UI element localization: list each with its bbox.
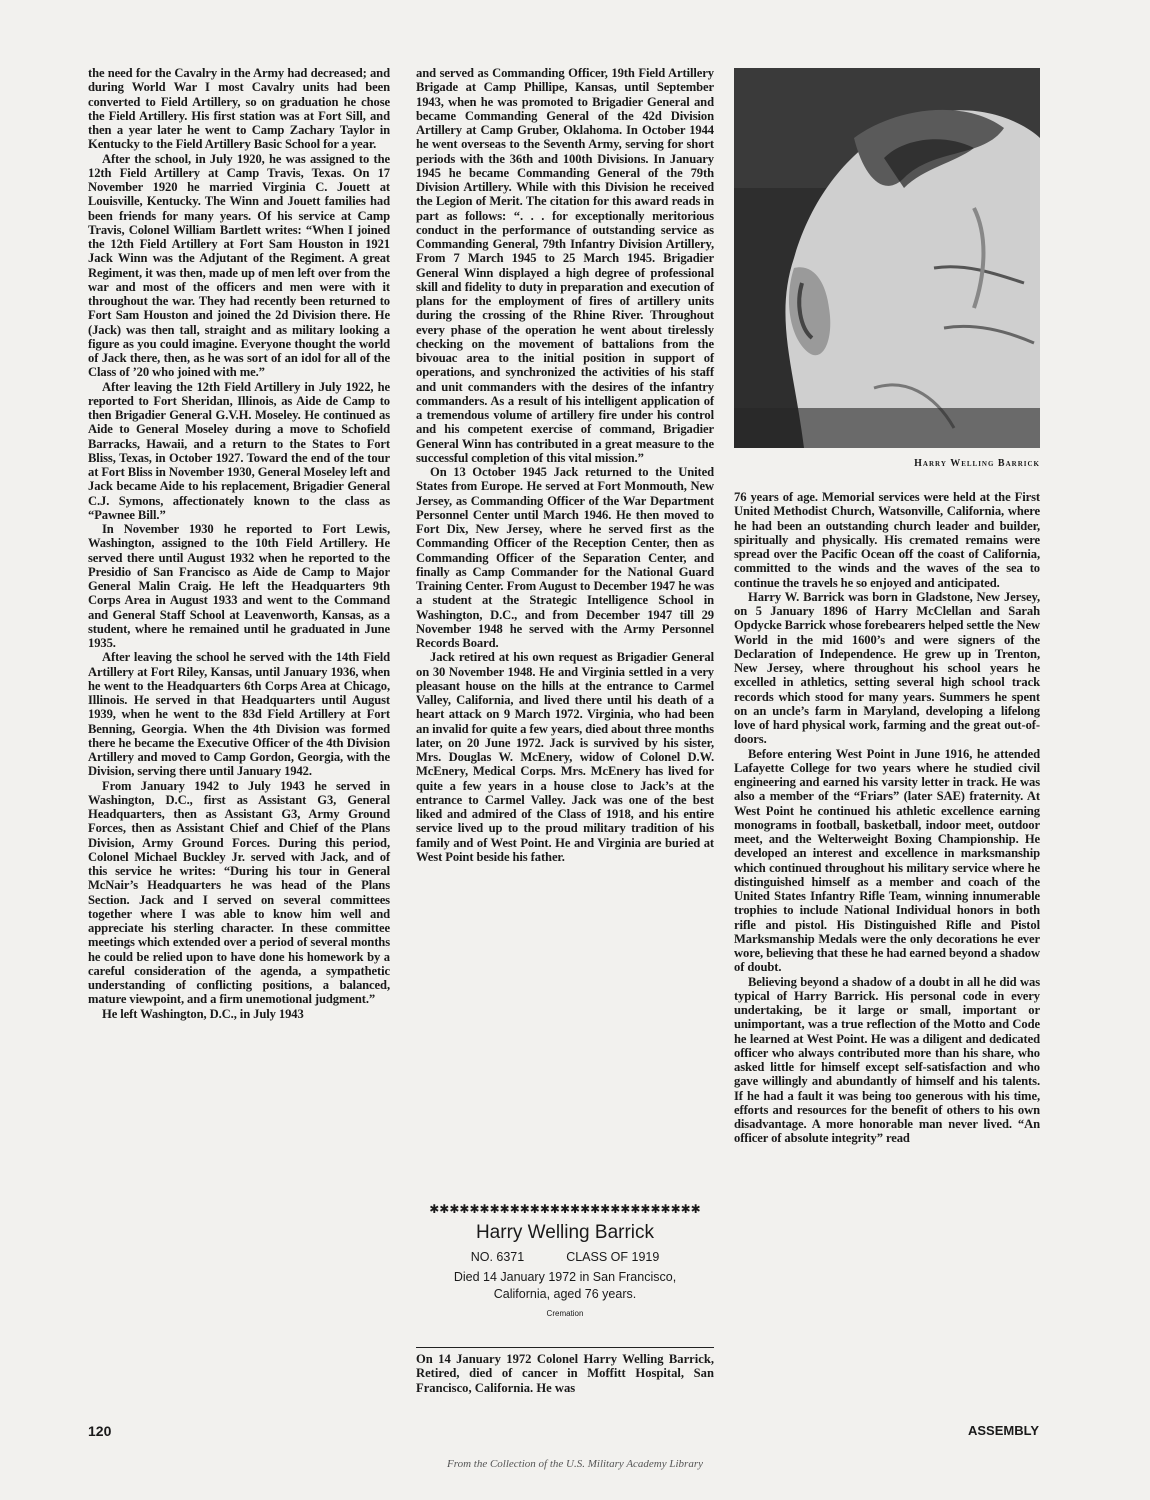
paragraph: On 14 January 1972 Colonel Harry Welling Barrick, Retired, died of cancer in Moffitt Hospital, San Francisco, California. He was [416,1352,714,1395]
section-divider: ✱✱✱✱✱✱✱✱✱✱✱✱✱✱✱✱✱✱✱✱✱✱✱✱✱✱✱ [429,1202,701,1216]
obituary-opening [416,1352,714,1395]
paragraph: Before entering West Point in June 1916, he attended Lafayette College for two years where he studied civil engineering and earned his varsity letter in track. He was also a member of the “Friars” (later SAE) fraternity. At West Point he continued his athletic excellence earning monograms in football, basketball, indoor meet, outdoor meet, and the Welterweight Boxing Championship. He developed an interest and excellence in marksmanship which continued throughout his military service where he distinguished himself as a member and coach of the United States Infantry Rifle Team, winning innumerable trophies to include National Individual honors in both rifle and pistol. His Distinguished Rifle and Pistol Marksmanship Medals were the only decorations he ever wore, believing that these he had earned beyond a shadow of doubt. [734,746,1040,975]
paragraph: Harry W. Barrick was born in Gladstone, New Jersey, on 5 January 1896 of Harry McClellan and Sarah Opdycke Barrick whose forebearers helped settle the New World in the mid 1600’s and were signers of the Declaration of Independence. He grew up in Trenton, New Jersey, where throughout his school years he excelled in athletics, setting several high school track records which stood for many years. Summers he spent on an uncle’s farm in Maryland, developing a lifelong love of hard physical work, farming and the great out-of-doors. [734,589,1040,747]
paragraph: On 13 October 1945 Jack returned to the United States from Europe. He served at Fort Monmouth, New Jersey, as Commanding Officer of the War Department Personnel Center until March 1946. He then moved to Fort Dix, New Jersey, where he served first as the Commanding Officer of the Reception Center, then as Commanding Officer of the Separation Center, and finally as Camp Commander for the National Guard Training Center. From August to December 1947 he was a student at the Strategic Intelligence School in Washington, D.C., and from December 1947 till 29 November 1948 he served with the Army Personnel Records Board. [416,465,714,650]
paragraph: After leaving the 12th Field Artillery in July 1922, he reported to Fort Sheridan, Illinois, as Aide de Camp to then Brigadier General G.V.H. Moseley. He continued as Aide to General Moseley during a move to Schofield Barracks, Hawaii, and a return to the States to Fort Bliss, Texas, in October 1927. Toward the end of the tour at Fort Bliss in November 1930, General Moseley left and Jack became Aide to his replacement, Brigadier General C.J. Symons, affectionately known to the class as “Pawnee Bill.” [88,379,390,522]
interment: Cremation [546,1309,584,1318]
obituary-ids [416,1250,714,1264]
divider-rule [416,1347,714,1348]
page-number: 120 [88,1423,112,1439]
collection-credit: From the Collection of the U.S. Military Academy Library [446,1458,704,1470]
paragraph: In November 1930 he reported to Fort Lewis, Washington, assigned to the 10th Field Artillery. He served there until August 1932 when he reported to the Presidio of San Francisco as Aide de Camp to Major General Malin Craig. He left the Headquarters 9th Corps Area in August 1933 and went to the Command and General Staff School at Leavenworth, Kansas, as a student, where he remained until he graduated in June 1935. [88,522,390,650]
paragraph: the need for the Cavalry in the Army had decreased; and during World War I most Cavalry units had been converted to Field Artillery, so on graduation he chose the Field Artillery. His first station was at Fort Sill, and then a year later he went to Camp Zachary Taylor in Kentucky to the Field Artillery Basic School for a year. [88,66,390,152]
paragraph: From January 1942 to July 1943 he served in Washington, D.C., first as Assistant G3, General Headquarters, then as Assistant G3, Army Ground Forces, then as Assistant Chief and Chief of the Plans Division, Army Ground Forces. During this period, Colonel Michael Buckley Jr. served with Jack, and of this service he writes: “During his tour in General McNair’s Headquarters he was head of the Plans Section. Jack and I served on several committees together where I was able to know him well and appreciate his sterling character. In these committee meetings which extended over a period of several months he could be relied upon to have done his homework by a careful consideration of the agenda, a sympathetic understanding of conflicting positions, a balanced, mature viewpoint, and a firm unemotional judgment.” [88,778,390,1007]
death-line-1: Died 14 January 1972 in San Francisco, [453,1270,677,1284]
photo-caption: Harry Welling Barrick [914,458,1040,469]
paragraph: and served as Commanding Officer, 19th Field Artillery Brigade at Camp Phillipe, Kansas, until September 1943, when he was promoted to Brigadier General and became Commanding General of the 42d Division Artillery at Camp Gruber, Oklahoma. In October 1944 he went overseas to the Seventh Army, serving for short periods with the 36th and 100th Divisions. In January 1945 he became Commanding General of the 79th Division Artillery. While with this Division he received the Legion of Merit. The citation for this award reads in part as follows: “. . . for exceptionally meritorious conduct in the performance of outstanding service as Commanding General, 79th Infantry Division Artillery, From 7 March 1945 to 25 March 1945. Brigadier General Winn displayed a high degree of professional skill and fidelity to duty in preparation and execution of plans for the employment of fires of artillery units during the crossing of the Rhine River. Throughout every phase of the operation he went about tirelessly checking on the movement of battalions from the bivouac area to the initial position in support of operations, and synchronized the activities of his staff and unit commanders with the desires of the infantry commanders. As a result of his intelligent application of a tremendous volume of artillery fire under his control and his competent exercise of command, Brigadier General Winn has contributed in a great measure to the successful completion of this vital mission.” [416,66,714,465]
publication-name: ASSEMBLY [968,1423,1040,1438]
cullum-number: NO. 6371 [470,1250,525,1264]
paragraph: He left Washington, D.C., in July 1943 [102,1006,304,1021]
paragraph: 76 years of age. Memorial services were held at the First United Methodist Church, Watsonville, California, where he had been an outstanding church leader and builder, spiritually and physically. His cremated remains were spread over the Pacific Ocean off the coast of California, committed to the winds and the waves of the sea to continue the travels he so enjoyed and anticipated. [734,490,1040,590]
paragraph: After the school, in July 1920, he was assigned to the 12th Field Artillery at Camp Travis, Texas. On 17 November 1920 he married Virginia C. Jouett at Louisville, Kentucky. The Winn and Jouett families had been friends for many years. Of his service at Camp Travis, Colonel William Bartlett writes: “When I joined the 12th Field Artillery at Fort Sam Houston in 1921 Jack Winn was the Adjutant of the Regiment. A great Regiment, it was then, made up of men left over from the war and most of the officers and men were with it throughout the war. They had recently been returned to Fort Sam Houston and joined the 2d Division there. He (Jack) was then tall, straight and as military looking a figure as you could imagine. Everyone thought the world of Jack there, then, as he was sort of an idol for all of the Class of ’20 who joined with me.” [88,151,390,380]
death-line-2: California, aged 76 years. [493,1287,637,1301]
portrait-image [734,68,1040,448]
column-2 [416,66,714,864]
portrait-photo [734,68,1040,448]
obituary-header [416,1222,714,1318]
column-1 [88,66,390,1021]
paragraph: Believing beyond a shadow of a doubt in all he did was typical of Harry Barrick. His personal code in every undertaking, be it large or small, important or unimportant, was a true reflection of the Motto and Code he learned at West Point. He was a diligent and dedicated officer who always contributed more than his share, who asked little for himself except self-satisfaction and who gave willingly and abundantly of himself and his talents. If he had a fault it was being too generous with his time, efforts and resources for the benefit of others to his own disadvantage. A more honorable man never lived. “An officer of absolute integrity” read [734,974,1040,1146]
obituary-name: Harry Welling Barrick [475,1222,655,1243]
paragraph: Jack retired at his own request as Brigadier General on 30 November 1948. He and Virginia settled in a very pleasant house on the hills at the entrance to Carmel Valley, California, and lived there until his death of a heart attack on 9 March 1972. Virginia, who had been an invalid for quite a few years, died about three months later, on 20 June 1972. Jack is survived by his sister, Mrs. Douglas W. McEnery, widow of Colonel D.W. McEnery, Medical Corps. Mrs. McEnery has lived for quite a few years in a house close to Jack’s at the entrance to Carmel Valley. Jack was one of the best liked and admired of the Class of 1918, and his entire service lived up to the proud military tradition of his family and of West Point. He and Virginia are buried at West Point beside his father. [416,650,714,864]
class-year: CLASS OF 1919 [566,1250,660,1264]
column-3 [734,490,1040,1146]
paragraph: After leaving the school he served with the 14th Field Artillery at Fort Riley, Kansas, until January 1936, when he went to the Headquarters 6th Corps Area at Chicago, Illinois. He served in that Headquarters until August 1939, when he went to the 83d Field Artillery at Fort Benning, Georgia. When the 4th Division was formed there he became the Executive Officer of the 4th Division Artillery and moved to Camp Gordon, Georgia, with the Division, serving there until January 1942. [88,650,390,779]
